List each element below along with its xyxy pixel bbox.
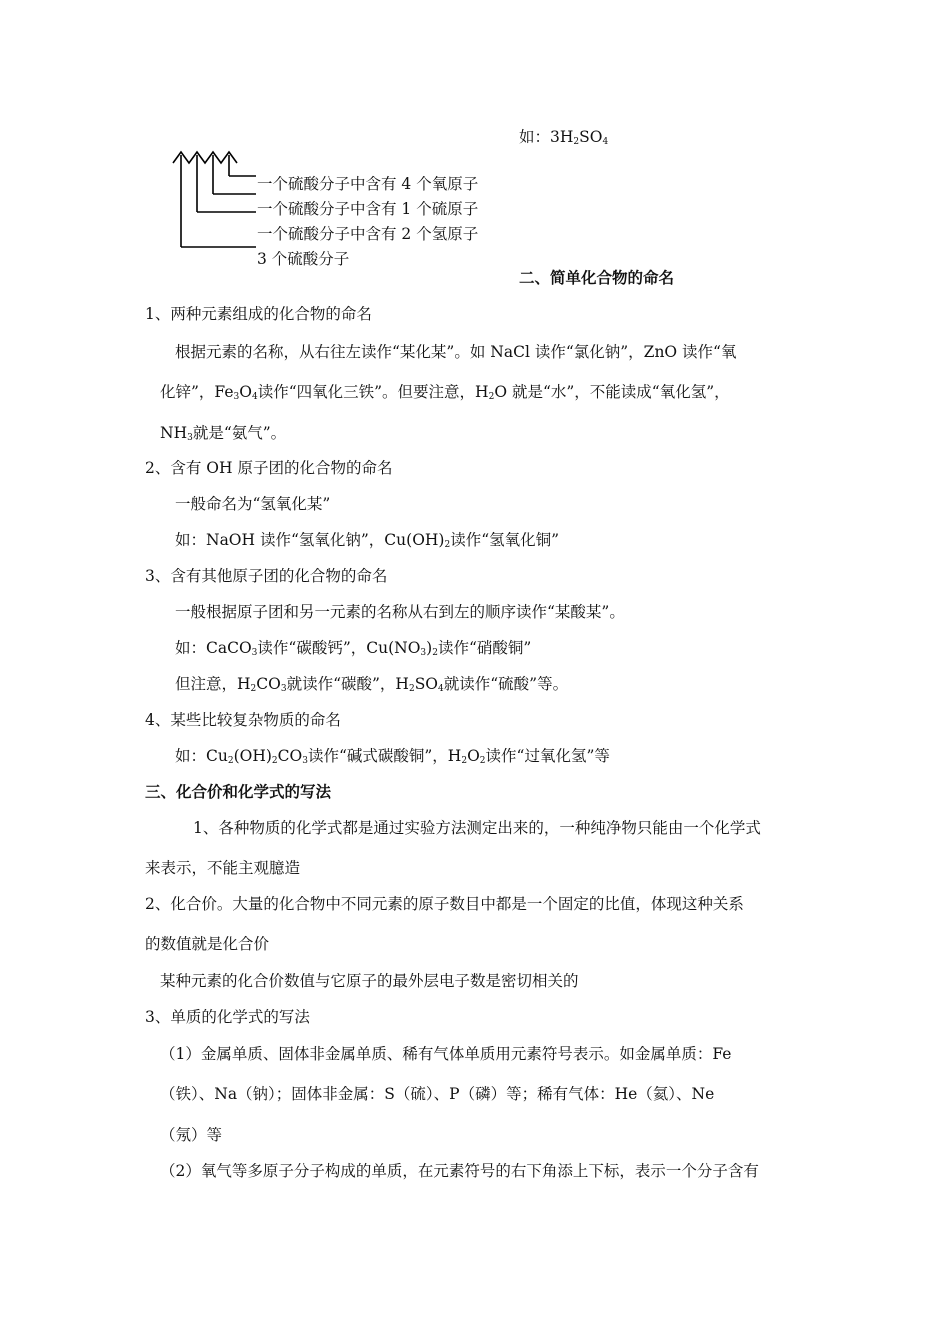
s3-p2-line1: 2、化合价。大量的化合物中不同元素的原子数目中都是一个固定的比值，体现这种关系: [145, 895, 744, 913]
item1-line1: 根据元素的名称，从右往左读作“某化某”。如 NaCl 读作“氯化钠”，ZnO 读作“氧: [175, 343, 737, 361]
item2-line2: 如：NaOH 读作“氢氧化钠”，$Cu(OH)_2$读作“氢氧化铜”: [175, 531, 560, 550]
s3-p3-heading: 3、单质的化学式的写法: [145, 1008, 310, 1026]
s3-p3-line2: （铁）、Na（钠）；固体非金属：S（硫）、P（磷）等；稀有气体：He（氦）、Ne: [160, 1085, 715, 1103]
s3-p3-line4: （2）氧气等多原子分子构成的单质，在元素符号的右下角添上下标，表示一个分子含有: [160, 1162, 759, 1180]
item1-heading: 1、两种元素组成的化合物的命名: [145, 305, 372, 323]
diagram-label-oxygen: 一个硫酸分子中含有 4 个氧原子: [257, 175, 479, 193]
item3-line2: 如：CaCO$_3$读作“碳酸钙”，$Cu(NO_3)_2$读作“硝酸铜”: [175, 639, 532, 658]
diagram-label-sulfur: 一个硫酸分子中含有 1 个硫原子: [257, 200, 479, 218]
item2-heading: 2、含有 OH 原子团的化合物的命名: [145, 459, 393, 477]
item2-line1: 一般命名为“氢氧化某”: [175, 495, 331, 513]
s3-p1-line1: 1、各种物质的化学式都是通过实验方法测定出来的，一种纯净物只能由一个化学式: [193, 819, 761, 837]
section2-title: 二、简单化合物的命名: [519, 269, 675, 287]
section3-title: 三、化合价和化学式的写法: [145, 783, 332, 801]
s3-p3-line1: （1）金属单质、固体非金属单质、稀有气体单质用元素符号表示。如金属单质：Fe: [160, 1045, 732, 1063]
s3-p3-line3: （氖）等: [160, 1126, 223, 1144]
item3-heading: 3、含有其他原子团的化合物的命名: [145, 567, 388, 585]
diagram-label-hydrogen: 一个硫酸分子中含有 2 个氢原子: [257, 225, 479, 243]
item4-heading: 4、某些比较复杂物质的命名: [145, 711, 341, 729]
s3-p2-line3: 某种元素的化合价数值与它原子的最外层电子数是密切相关的: [160, 972, 579, 990]
example-formula: 如：$3H_2SO_4$: [519, 128, 609, 147]
formula-bracket-diagram: [0, 0, 950, 300]
s3-p2-line2: 的数值就是化合价: [145, 935, 270, 953]
item3-line3: 但注意，$H_2CO_3$就读作“碳酸”，$H_2SO_4$就读作“硫酸”等。: [175, 675, 569, 694]
diagram-label-molecules: 3 个硫酸分子: [257, 250, 350, 268]
item1-line3: $NH_3$就是“氨气”。: [160, 424, 287, 443]
item1-line2: 化锌”，$Fe_3O_4$读作“四氧化三铁”。但要注意，$H_2O$ 就是“水”，不能读成“氧化氢”，: [160, 383, 730, 402]
s3-p1-line2: 来表示，不能主观臆造: [145, 859, 301, 877]
item3-line1: 一般根据原子团和另一元素的名称从右到左的顺序读作“某酸某”。: [175, 603, 625, 621]
item4-line1: 如：$Cu_2(OH)_2CO_3$读作“碱式碳酸铜”，$H_2O_2$读作“过氧化氢”等: [175, 747, 610, 766]
